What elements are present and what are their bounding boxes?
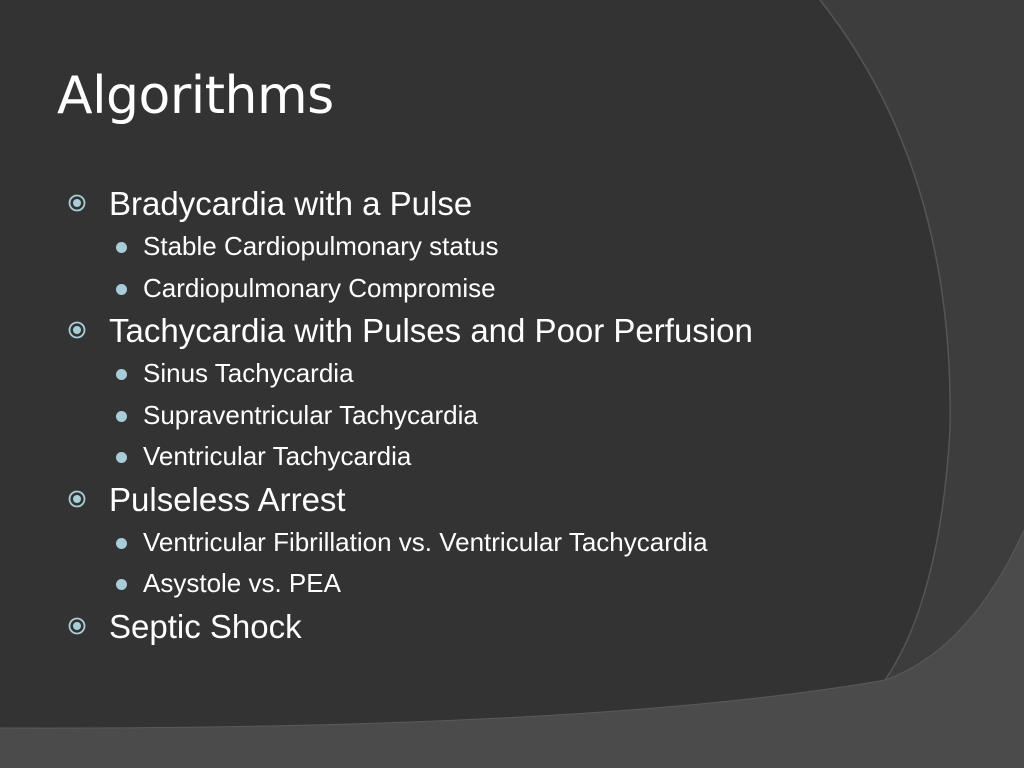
sub-bullet-text: Ventricular Fibrillation vs. Ventricular Tachycardia xyxy=(143,526,708,557)
sub-bullet-list xyxy=(66,353,966,478)
sub-bullet xyxy=(66,226,966,268)
circle-bullet-icon xyxy=(68,490,86,508)
dot-bullet-icon xyxy=(116,538,127,549)
sub-bullet-text: Supraventricular Tachycardia xyxy=(143,399,478,430)
list-item xyxy=(66,182,966,309)
dot-bullet-icon xyxy=(116,284,127,295)
bullet-list xyxy=(66,182,966,649)
circle-bullet-icon xyxy=(68,194,86,212)
bullet-level1 xyxy=(66,478,966,522)
list-item xyxy=(66,605,966,649)
sub-bullet xyxy=(66,395,966,437)
sub-bullet-text: Asystole vs. PEA xyxy=(143,568,341,598)
sub-bullet-list xyxy=(66,522,966,605)
sub-bullet-text: Cardiopulmonary Compromise xyxy=(143,272,496,303)
sub-bullet xyxy=(66,436,966,478)
bullet-text: Bradycardia with a Pulse xyxy=(109,185,473,222)
dot-bullet-icon xyxy=(116,452,127,463)
list-item xyxy=(66,309,966,478)
bullet-text: Tachycardia with Pulses and Poor Perfusion xyxy=(109,312,753,349)
circle-bullet-icon xyxy=(68,321,86,339)
bullet-text: Septic Shock xyxy=(109,607,302,645)
slide-title: Algorithms xyxy=(57,66,334,126)
bullet-level1 xyxy=(66,309,966,353)
sub-bullet xyxy=(66,522,966,564)
circle-bullet-icon xyxy=(68,617,86,635)
list-item xyxy=(66,478,966,605)
dot-bullet-icon xyxy=(116,369,127,380)
sub-bullet-text: Sinus Tachycardia xyxy=(143,358,354,388)
bullet-level1 xyxy=(66,182,966,226)
sub-bullet xyxy=(66,563,966,605)
sub-bullet xyxy=(66,268,966,310)
sub-bullet-text: Stable Cardiopulmonary status xyxy=(143,231,499,261)
sub-bullet xyxy=(66,353,966,395)
dot-bullet-icon xyxy=(116,242,127,253)
dot-bullet-icon xyxy=(116,579,127,590)
sub-bullet-text: Ventricular Tachycardia xyxy=(143,441,412,471)
bullet-level1 xyxy=(66,605,966,649)
sub-bullet-list xyxy=(66,226,966,309)
dot-bullet-icon xyxy=(116,411,127,422)
bullet-text: Pulseless Arrest xyxy=(109,480,346,518)
